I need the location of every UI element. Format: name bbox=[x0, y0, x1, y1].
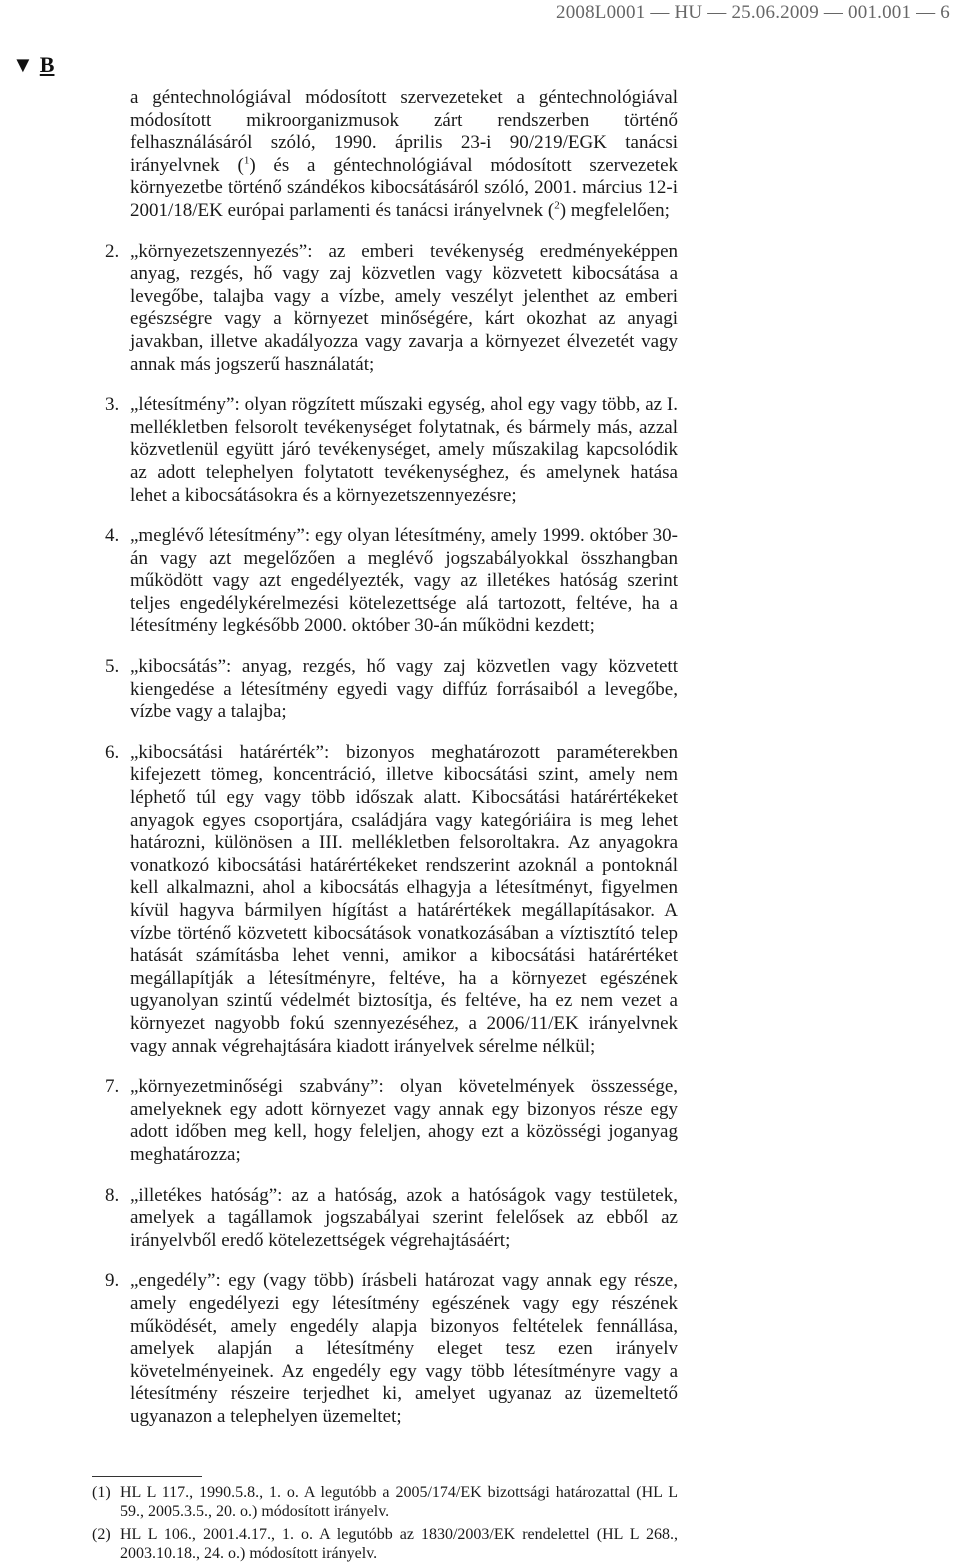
item-number: 4. bbox=[105, 525, 120, 547]
footnote bbox=[92, 1525, 678, 1563]
item-number: 9. bbox=[105, 1270, 120, 1292]
item-number: 7. bbox=[105, 1076, 120, 1098]
definition-item bbox=[105, 656, 678, 724]
footnote-text: HL L 117., 1990.5.8., 1. o. A legutóbb a 2005/174/EK bizottsági határozattal (HL L 59., 2005.3.5., 20. o.) módosított irányelv. bbox=[120, 1484, 678, 1520]
item-text: „engedély”: egy (vagy több) írásbeli határozat vagy annak egy része, amely engedélyezi egy létesítmény egészének vagy egy részének működését, amely engedély alapja bizonyos feltételek fennállása, amelyek alapján a létesítmény eleget tesz ezen irányelv követelményeinek. Az engedély egy vagy több létesítményre vagy a létesítmény részeire terjedhet ki, amelyet ugyanaz az üzemeltető ugyanazon a telephelyen üzemeltet; bbox=[130, 1270, 678, 1427]
item-number: 6. bbox=[105, 741, 120, 763]
item-number: 3. bbox=[105, 394, 120, 416]
item-text: „kibocsátási határérték”: bizonyos meghatározott paraméterekben kifejezett tömeg, koncentráció, illetve kibocsátási szint, amely nem léphető túl egy vagy több időszak alatt. Kibocsátási határértékeket anyagok egyes csoportjára, családjára vagy kategóriáira is meg lehet határozni, különösen a III. mellékletben felsoroltakra. Az anyagokra vonatkozó kibocsátási határértékeket rendszerint azoknál a pontoknál kell alkalmazni, ahol a kibocsátás elhagyja a létesítményt, figyelmen kívül hagyva bármilyen hígítást a határértékek megállapításakor. A vízbe történő közvetett kibocsátások vonatkozásában a víztisztító telep hatását számításba lehet venni, amikor a kibocsátási határértéket megállapítják a létesítményre, feltéve, ha a környezet egészének ugyanolyan szintű védelmét biztosítja, és feltéve, ha ez nem vezet a környezet nagyobb fokú szennyezéséhez, a 2006/11/EK irányelvnek vagy annak végrehajtására kiadott irányelvek sérelme nélkül; bbox=[130, 741, 678, 1057]
footnote-number: (1) bbox=[92, 1484, 111, 1501]
item-text: „környezetminőségi szabvány”: olyan követelmények összessége, amelyeknek egy adott környezet vagy annak egy bizonyos része egy adott időben meg kell, hogy feleljen, ahogy ezt a közösségi joganyag meghatározza; bbox=[130, 1076, 678, 1165]
triangle-down-icon: ▼ bbox=[12, 52, 34, 77]
footnote-number: (2) bbox=[92, 1526, 111, 1543]
definition-item bbox=[105, 1184, 678, 1253]
item-number: 8. bbox=[105, 1184, 120, 1206]
amendment-marker-letter: B bbox=[39, 52, 55, 77]
footnotes bbox=[92, 1483, 678, 1567]
footnote bbox=[92, 1483, 678, 1521]
footnote-divider bbox=[92, 1476, 202, 1477]
item-text: „környezetszennyezés”: az emberi tevékenység eredményeképpen anyag, rezgés, hő vagy zaj közvetlen vagy közvetett kibocsátása a levegőbe, talajba vagy a vízbe, amely veszélyt jelenthet az emberi egészségre vagy a környezet minőségére, kárt okozhat az anyagi javakban, illetve akadályozza vagy zavarja a környezet élvezetét vagy annak más jogszerű használatát; bbox=[130, 240, 678, 375]
definition-item bbox=[105, 525, 678, 638]
item-text: „meglévő létesítmény”: egy olyan létesítmény, amely 1999. október 30-án vagy azt megelőzően a meglévő jogszabályokkal összhangban működött vagy azt engedélyezték, vagy az illetékes hatóság szerint teljes engedélykérelmezési kötelezettsége alá tartozott, feltéve, ha a létesítmény legkésőbb 2000. október 30-án működni kezdett; bbox=[130, 525, 678, 637]
definition-item bbox=[105, 1076, 678, 1166]
item-text: „illetékes hatóság”: az a hatóság, azok a hatóságok vagy testületek, amelyek a tagállamok jogszabályai szerint felelősek az ebből az irányelvből eredő kötelezettségek végrehajtásáért; bbox=[130, 1184, 678, 1251]
item-number: 5. bbox=[105, 656, 120, 678]
footnote-ref-2: 2 bbox=[554, 199, 560, 212]
intro-text-c: ) megfelelően; bbox=[559, 199, 670, 221]
page-header: 2008L0001 — HU — 25.06.2009 — 001.001 — 6 bbox=[556, 2, 950, 23]
item-number: 2. bbox=[105, 240, 120, 262]
footnote-ref-1: 1 bbox=[243, 154, 250, 167]
definition-item bbox=[105, 240, 678, 377]
document-body bbox=[105, 87, 678, 1428]
footnote-text: HL L 106., 2001.4.17., 1. o. A legutóbb az 1830/2003/EK rendelettel (HL L 268., 2003.10.18., 24. o.) módosított irányelv. bbox=[120, 1526, 678, 1562]
intro-paragraph bbox=[130, 87, 678, 223]
definition-item bbox=[105, 1270, 678, 1428]
definition-item bbox=[105, 741, 678, 1058]
item-text: „létesítmény”: olyan rögzített műszaki egység, ahol egy vagy több, az I. mellékletben felsorolt tevékenységet folytatnak, és bármely más, azzal közvetlenül együtt járó tevékenységet, amely műszakilag kapcsolódik az adott telephelyen folytatott tevékenységhez, és amelynek hatása lehet a kibocsátásokra és a környezetszennyezésre; bbox=[130, 394, 678, 506]
amendment-marker bbox=[12, 52, 54, 78]
item-text: „kibocsátás”: anyag, rezgés, hő vagy zaj közvetlen vagy közvetett kiengedése a létesítmény egyedi vagy diffúz forrásaiból a levegőbe, vízbe vagy a talajba; bbox=[130, 656, 678, 723]
intro-text-a: a géntechnológiával módosított szervezeteket a géntechnológiával módosított mikroorganizmusok zárt rendszerben történő felhasználásáról szóló, 1990. április 23-i 90/219/EGK tanácsi irányelvnek ( bbox=[130, 87, 678, 176]
intro-text-b: ) és a géntechnológiával módosított szervezetek környezetbe történő szándékos kibocsátásáról szóló, 2001. március 12-i 2001/18/EK európai parlamenti és tanácsi irányelvnek ( bbox=[130, 154, 678, 221]
definition-item bbox=[105, 394, 678, 507]
